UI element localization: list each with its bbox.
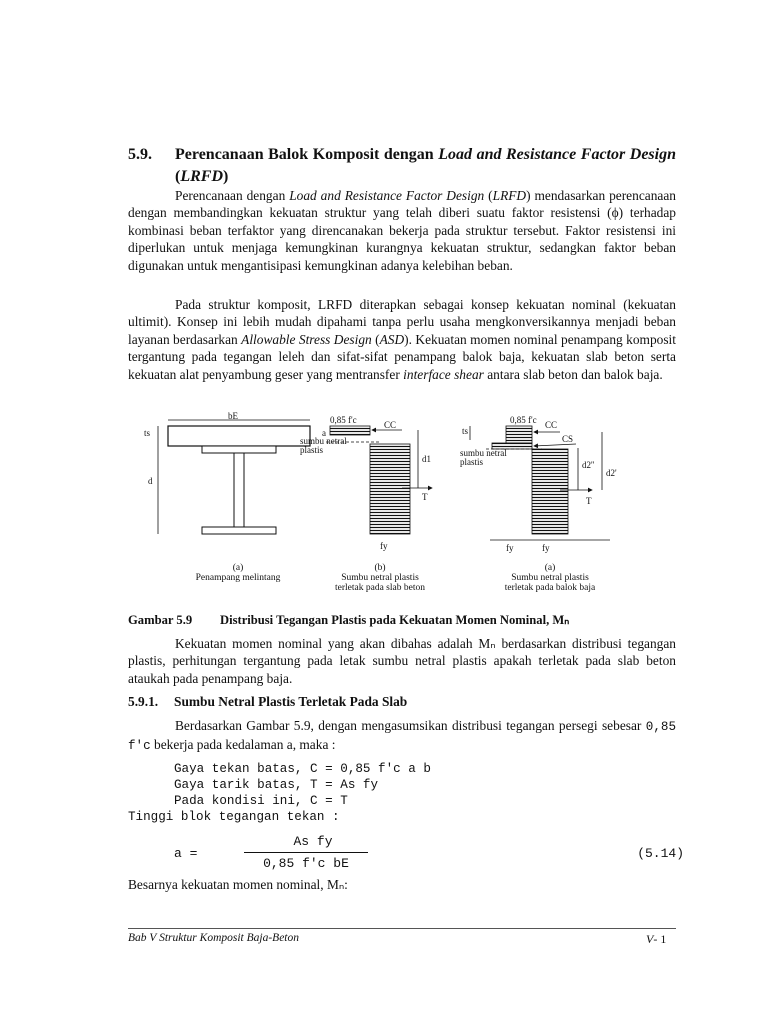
section-title-italic: Load and Resistance Factor Design xyxy=(438,146,676,163)
panel-a-tag: (a) xyxy=(232,563,244,573)
label-fc: 0,85 f'c xyxy=(330,415,357,425)
label-sumbu-netral: sumbu netral xyxy=(300,436,347,446)
tension-block xyxy=(370,444,410,534)
paragraph-lrfd-intro xyxy=(128,187,676,274)
label-fy-left: fy xyxy=(506,543,514,553)
label-fy-right: fy xyxy=(542,543,550,553)
fraction-bar xyxy=(244,852,368,853)
panel-c-tag: (a) xyxy=(544,563,556,573)
stress-distribution-figure xyxy=(140,412,640,604)
bottom-flange xyxy=(202,527,276,534)
panel-b-tag: (b) xyxy=(374,563,386,573)
label-fc-2: 0,85 f'c xyxy=(510,415,537,425)
text-run-italic: Allowable Stress Design xyxy=(241,331,372,347)
label-Cs: CS xyxy=(562,434,574,444)
section-number: 5.9. xyxy=(128,146,152,163)
footer-roman: V xyxy=(646,932,654,946)
equation-5-14 xyxy=(174,830,684,876)
footer-divider xyxy=(128,928,676,929)
section-title-close: ) xyxy=(223,168,229,185)
subsection-heading xyxy=(128,694,407,710)
panel-c-line2: terletak pada balok baja xyxy=(504,583,596,593)
panel-b-line1: Sumbu netral plastis xyxy=(341,573,419,583)
text-run-mono: 0,85 f'c xyxy=(128,720,676,754)
pna-in-slab-drawing xyxy=(300,415,432,551)
label-d2p: d2' xyxy=(606,468,617,478)
label-sumbu-netral-2: sumbu netral xyxy=(460,448,507,458)
label-plastis: plastis xyxy=(300,445,324,455)
section-title-open: ( xyxy=(175,168,181,185)
equation-number: (5.14) xyxy=(637,846,684,861)
footer-page-number xyxy=(646,932,666,947)
equation-denominator: 0,85 f'c bE xyxy=(263,856,349,871)
subsection-title: Sumbu Netral Plastis Terletak Pada Slab xyxy=(174,694,408,709)
label-d: d xyxy=(148,476,153,486)
equation-numerator: As fy xyxy=(293,834,333,849)
label-d1: d1 xyxy=(422,454,431,464)
top-flange xyxy=(202,446,276,453)
steel-web xyxy=(234,453,244,527)
label-ts-2: ts xyxy=(462,426,469,436)
concrete-slab xyxy=(168,426,310,446)
slab-compression-block xyxy=(506,426,532,443)
paragraph-nominal-strength: Besarnya kekuatan momen nominal, Mₙ: xyxy=(128,877,348,892)
label-fy: fy xyxy=(380,541,388,551)
paragraph-composite-lrfd xyxy=(128,296,676,383)
label-Cc: CC xyxy=(384,420,397,430)
footer-page: - 1 xyxy=(653,932,667,946)
equation-lhs: a = xyxy=(174,846,198,861)
label-bE: bE xyxy=(228,412,238,421)
stress-block-height-label: Tinggi blok tegangan tekan : xyxy=(128,810,340,824)
panel-b-line2: terletak pada slab beton xyxy=(335,583,425,593)
section-title-abbrev: LRFD xyxy=(180,168,223,185)
label-T: T xyxy=(422,492,428,502)
text-run: ) mendasarkan perencanaan dengan membandingkan kekuatan struktur yang telah diberi suatu faktor resistensi (ϕ) terhadap kombinasi beban terfaktor yang direncanakan bekerja pada struktur tersebut. Faktor resistensi ini diperlukan untuk menjaga kemungkinan kurangnya kekuatan struktur, sedangkan faktor beban digunakan untuk mengantisipasi kemungkinan adanya kelebihan beban. xyxy=(128,188,676,273)
label-a: a xyxy=(322,428,326,438)
equation-tension: Gaya tarik batas, T = As fy xyxy=(174,778,379,792)
text-run-italic: Load and Resistance Factor Design xyxy=(289,188,485,203)
steel-tension-block xyxy=(532,449,568,534)
text-run: ( xyxy=(484,188,493,203)
compression-block xyxy=(330,426,370,435)
section-title-part: Perencanaan Balok Komposit dengan xyxy=(175,146,439,163)
text-run: ). Kekuatan momen nominal penampang komposit tergantung pada tegangan leleh dan sifat-sifat penampang balok baja, kekuatan slab beton serta kekuatan alat penyambung geser yang mentransfer xyxy=(128,331,676,382)
section-heading xyxy=(128,144,676,188)
panel-a-line1: Penampang melintang xyxy=(195,573,281,583)
text-run-italic: ASD xyxy=(379,331,405,347)
paragraph-nominal-moment: Kekuatan momen nominal yang akan dibahas adalah Mₙ berdasarkan distribusi tegangan plastis, perhitungan tergantung pada letak sumbu netral plastis apakah terletak pada slab beton ataukah pada penampang baja. xyxy=(128,636,676,686)
label-T-2: T xyxy=(586,496,592,506)
text-run-italic: interface shear xyxy=(403,366,484,382)
panel-c-line1: Sumbu netral plastis xyxy=(511,573,589,583)
pna-in-steel-drawing xyxy=(460,415,617,553)
text-run: antara slab beton dan balok baja. xyxy=(483,366,663,382)
equation-compression: Gaya tekan batas, C = 0,85 f'c a b xyxy=(174,762,431,776)
text-run: Perencanaan dengan xyxy=(175,188,290,203)
label-Cc-2: CC xyxy=(545,420,558,430)
text-run: bekerja pada kedalaman a, maka : xyxy=(150,737,336,753)
subsection-number: 5.9.1. xyxy=(128,694,159,709)
figure-caption-text: Distribusi Tegangan Plastis pada Kekuatan Momen Nominal, Mₙ xyxy=(220,613,570,627)
text-run: Berdasarkan Gambar 5.9, dengan mengasumsikan distribusi tegangan persegi sebesar xyxy=(175,718,646,733)
text-run: ( xyxy=(371,331,380,347)
steel-compression-arrow xyxy=(534,444,576,446)
cross-section-drawing xyxy=(144,412,310,534)
text-run-italic: LRFD xyxy=(492,188,527,203)
label-ts: ts xyxy=(144,428,151,438)
label-d2pp: d2'' xyxy=(582,460,595,470)
footer-chapter: Bab V Struktur Komposit Baja-Beton xyxy=(128,932,300,944)
text-run: Pada struktur komposit, LRFD diterapkan sebagai konsep kekuatan nominal (kekuatan ultimit). Konsep ini lebih mudah dipahami tanpa perlu usaha mengkonversikannya menjadi beban layanan berdasarkan xyxy=(128,297,676,347)
figure-caption xyxy=(128,612,688,628)
equation-equilibrium: Pada kondisi ini, C = T xyxy=(174,794,348,808)
label-plastis-2: plastis xyxy=(460,457,484,467)
paragraph-assumption xyxy=(128,717,676,756)
figure-number: Gambar 5.9 xyxy=(128,613,193,627)
